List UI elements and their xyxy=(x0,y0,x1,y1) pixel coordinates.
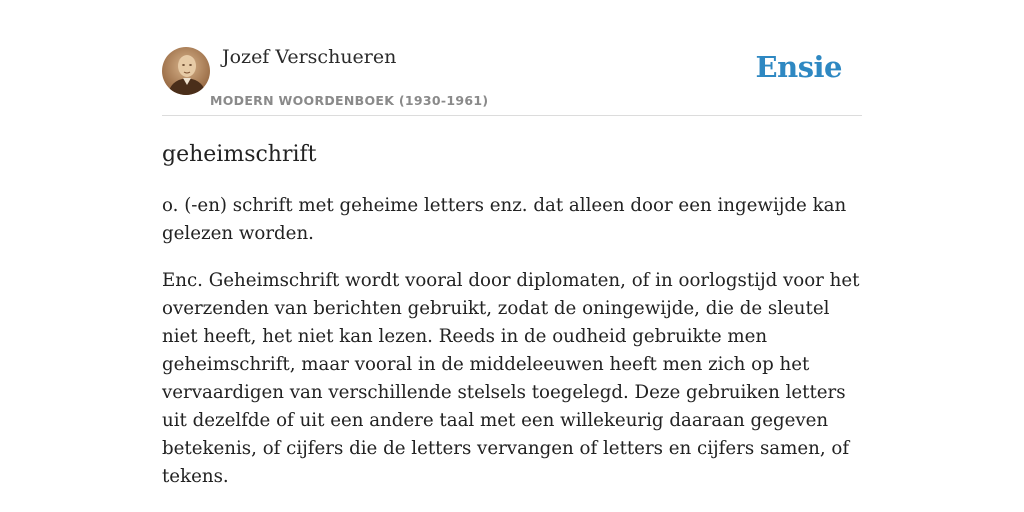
entry-definition: o. (-en) schrift met geheime letters enz. dat alleen door een ingewijde kan gelezen worden. xyxy=(162,195,847,244)
entry-term: geheimschrift xyxy=(162,142,317,167)
author-name[interactable]: Jozef Verschueren xyxy=(222,46,397,68)
author-portrait-icon xyxy=(162,47,210,95)
brand-logo[interactable]: Ensie xyxy=(755,50,842,84)
entry-header xyxy=(162,44,862,116)
entry-encyclopedia-text: Enc. Geheimschrift wordt vooral door diplomaten, of in oorlogstijd voor het overzenden van berichten gebruikt, zodat de oningewijde, die de sleutel niet heeft, het niet kan lezen. Reeds in de oudheid gebruikte men geheimschrift, maar vooral in de middeleeuwen heeft men zich op het vervaardigen van verschillende stelsels toegelegd. Deze gebruiken letters uit dezelfde of uit een andere taal met een willekeurig daaraan gegeven betekenis, of cijfers die de letters vervangen of letters en cijfers samen, of tekens. xyxy=(162,270,860,487)
entry-card xyxy=(162,44,862,491)
source-label[interactable]: MODERN WOORDENBOEK (1930-1961) xyxy=(210,93,489,108)
author-avatar[interactable] xyxy=(162,47,210,95)
